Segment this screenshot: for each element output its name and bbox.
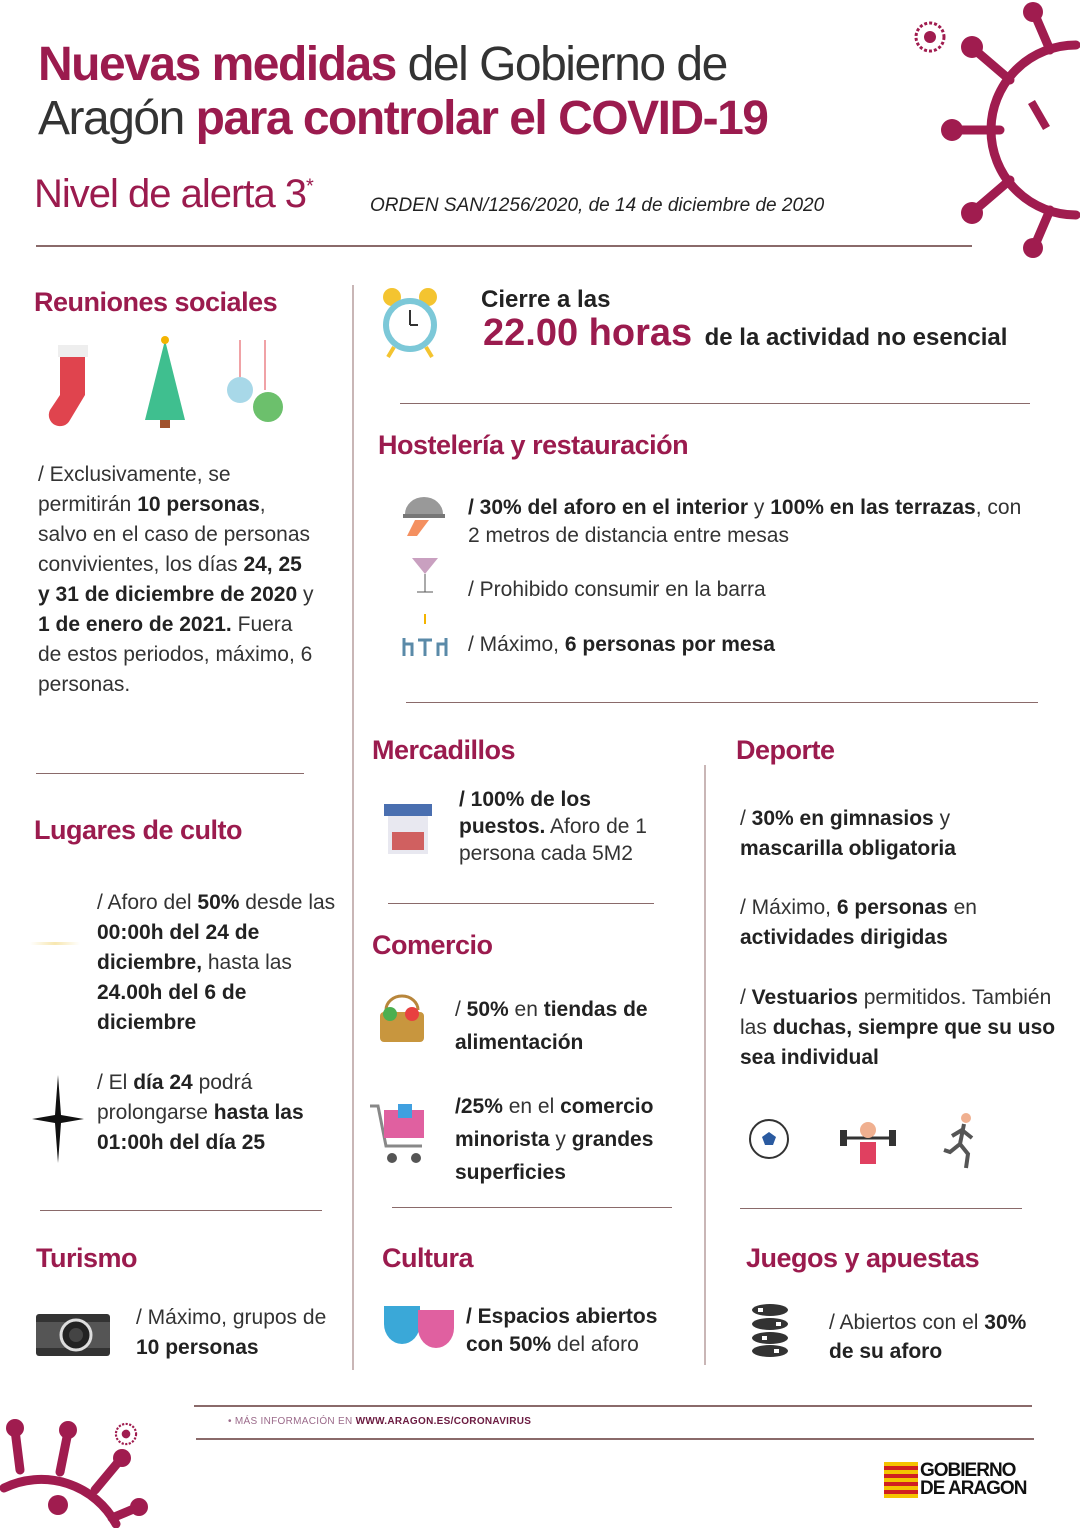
text-segment: actividades dirigidas <box>740 926 948 949</box>
text-segment: , con 2 metros de distancia entre mesas <box>468 496 1022 547</box>
text-segment: 30% de su aforo <box>829 1311 1027 1363</box>
turismo-text <box>136 1303 346 1363</box>
section-title-cultura: Cultura <box>382 1243 473 1273</box>
text-segment: y <box>549 1128 572 1151</box>
comercio-item-1 <box>455 993 695 1059</box>
text-segment: duchas, siempre que su uso sea individual <box>740 1016 1056 1069</box>
deporte-item-1 <box>740 804 1040 864</box>
weightlifting-icon <box>838 1118 898 1166</box>
section-title-hosteleria: Hostelería y restauración <box>378 430 689 460</box>
section-title-deporte: Deporte <box>736 735 835 765</box>
text-segment: / Abiertos con el <box>829 1311 985 1334</box>
text-segment: / Prohibido consumir en la barra <box>468 578 766 601</box>
text-segment: 50% <box>466 998 509 1021</box>
text-segment: hasta las 01:00h del día 25 <box>97 1101 304 1154</box>
glow-icon <box>30 942 80 945</box>
divider <box>392 1207 672 1208</box>
soccer-ball-icon <box>748 1118 790 1160</box>
christmas-decorations-icon <box>40 335 290 430</box>
text-segment: permitidos. También las <box>740 986 1052 1039</box>
title-line-2 <box>38 92 767 146</box>
text-segment: / Espacios abiertos con 50% <box>466 1305 658 1356</box>
text-segment: Nuevas medidas <box>38 38 396 91</box>
runner-icon <box>942 1112 978 1170</box>
reuniones-text <box>38 460 318 700</box>
divider <box>36 245 972 247</box>
page-title <box>38 38 767 146</box>
small-virus-icon <box>905 12 955 62</box>
juegos-text <box>829 1308 1049 1366</box>
text-segment: tiendas de alimentación <box>455 998 648 1054</box>
section-title-culto: Lugares de culto <box>34 815 243 845</box>
text-segment: mascarilla obligatoria <box>740 837 956 860</box>
text-segment: Vestuarios <box>751 986 858 1009</box>
deporte-item-3 <box>740 983 1060 1073</box>
text-segment: 10 personas <box>137 493 260 516</box>
divider <box>352 285 354 1370</box>
text-segment: / Exclusivamente, se permitirán <box>38 463 231 516</box>
gobierno-aragon-logo: GOBIERNO DE ARAGON <box>884 1462 1026 1498</box>
text-segment: hasta las <box>202 951 292 974</box>
section-title-mercadillos: Mercadillos <box>372 735 516 765</box>
text-segment: 1 de enero de 2021. <box>38 613 232 636</box>
culto-item-1 <box>97 888 347 1038</box>
text-segment: en el <box>502 1095 561 1118</box>
divider <box>400 403 1030 404</box>
text-segment: /25% <box>455 1095 503 1118</box>
cloche-icon <box>403 490 445 538</box>
text-segment: / <box>455 998 467 1021</box>
text-segment: y <box>297 583 314 606</box>
text-segment: 6 personas por mesa <box>564 633 775 656</box>
text-segment: 24, 25 y 31 de diciembre de 2020 <box>38 553 302 606</box>
section-title-reuniones: Reuniones sociales <box>34 287 278 317</box>
text-segment: / Aforo del <box>97 891 198 914</box>
divider <box>40 1210 322 1211</box>
text-segment: 100% en las terrazas <box>770 496 976 519</box>
text-segment: Aforo de 1 persona cada 5M2 <box>459 815 647 865</box>
divider <box>194 1405 1032 1407</box>
text-segment: / <box>740 986 752 1009</box>
text-segment: 10 personas <box>136 1336 259 1359</box>
divider <box>36 773 304 774</box>
text-segment: para controlar el COVID-19 <box>195 92 768 145</box>
text-segment: en <box>508 998 544 1021</box>
shopping-cart-icon <box>368 1100 434 1166</box>
text-segment: Aragón <box>38 92 196 145</box>
small-virus-icon <box>108 1416 144 1452</box>
text-segment: / <box>740 807 752 830</box>
text-segment: / Máximo, grupos de <box>136 1306 327 1329</box>
closing-line1: Cierre a las <box>481 286 611 313</box>
more-info-label: MÁS INFORMACIÓN EN <box>234 1416 356 1427</box>
text-segment: Fuera de estos periodos, máximo, 6 personas. <box>38 613 313 696</box>
market-stall-icon <box>382 802 434 856</box>
aragon-flag-icon <box>884 1462 918 1498</box>
text-segment: comercio minorista <box>455 1095 654 1151</box>
culto-item-2 <box>97 1068 337 1158</box>
text-segment: 6 personas <box>836 896 948 919</box>
deporte-item-2 <box>740 893 1040 953</box>
food-basket-icon <box>376 992 428 1046</box>
cultura-text <box>466 1303 696 1359</box>
order-reference: ORDEN SAN/1256/2020, de 14 de diciembre de 2020 <box>370 195 825 216</box>
comercio-item-2 <box>455 1090 695 1189</box>
camera-icon <box>36 1308 110 1356</box>
hosteleria-item-2 <box>468 575 766 605</box>
text-segment: en <box>947 896 977 919</box>
divider <box>406 702 1038 703</box>
text-segment: 30% en gimnasios <box>751 807 934 830</box>
hosteleria-item-1 <box>468 494 1038 550</box>
table-chairs-icon <box>400 612 450 658</box>
text-segment: y <box>933 807 951 830</box>
more-info-link[interactable]: WWW.ARAGON.ES/CORONAVIRUS <box>355 1416 532 1427</box>
star-icon <box>32 1075 84 1163</box>
cocktail-icon <box>410 552 440 594</box>
alert-footnote-mark: * <box>306 175 313 198</box>
alarm-clock-icon <box>380 285 440 360</box>
text-segment: del aforo <box>551 1333 639 1356</box>
casino-chips-icon <box>748 1302 792 1358</box>
text-segment: del Gobierno de <box>395 38 727 91</box>
text-segment: / Máximo, <box>740 896 837 919</box>
hosteleria-item-3 <box>468 630 775 660</box>
text-segment: / El <box>97 1071 134 1094</box>
section-title-comercio: Comercio <box>372 930 493 960</box>
text-segment: y <box>748 496 771 519</box>
section-title-juegos: Juegos y apuestas <box>746 1243 980 1273</box>
closing-rest: de la actividad no esencial <box>704 324 1008 351</box>
section-title-turismo: Turismo <box>36 1243 138 1273</box>
virus-icon <box>940 0 1080 260</box>
text-segment: 50% <box>197 891 240 914</box>
text-segment: / 30% del aforo en el interior <box>468 496 749 519</box>
text-segment: 00:00h del 24 de diciembre, <box>97 921 260 974</box>
divider <box>196 1438 1034 1440</box>
divider <box>388 903 654 904</box>
text-segment: , salvo en el caso de personas convivientes, los días <box>38 493 311 576</box>
alert-level <box>34 172 313 217</box>
more-info: • MÁS INFORMACIÓN EN WWW.ARAGON.ES/CORONAVIRUS <box>228 1416 532 1427</box>
text-segment: grandes superficies <box>455 1128 654 1184</box>
mercadillos-text <box>459 786 679 867</box>
text-segment: / Máximo, <box>468 633 565 656</box>
closing-time-row <box>483 312 1007 355</box>
text-segment: / 100% de los puestos. <box>459 788 591 838</box>
title-line-1 <box>38 38 767 92</box>
text-segment: desde las <box>239 891 336 914</box>
divider <box>704 765 706 1365</box>
alert-level-text: Nivel de alerta 3 <box>34 172 307 216</box>
text-segment: día 24 <box>133 1071 193 1094</box>
text-segment: 24.00h del 6 de diciembre <box>97 981 247 1034</box>
theater-masks-icon <box>382 1302 458 1352</box>
text-segment: podrá prolongarse <box>97 1071 253 1124</box>
closing-time: 22.00 horas <box>483 312 693 354</box>
divider <box>740 1208 1022 1209</box>
